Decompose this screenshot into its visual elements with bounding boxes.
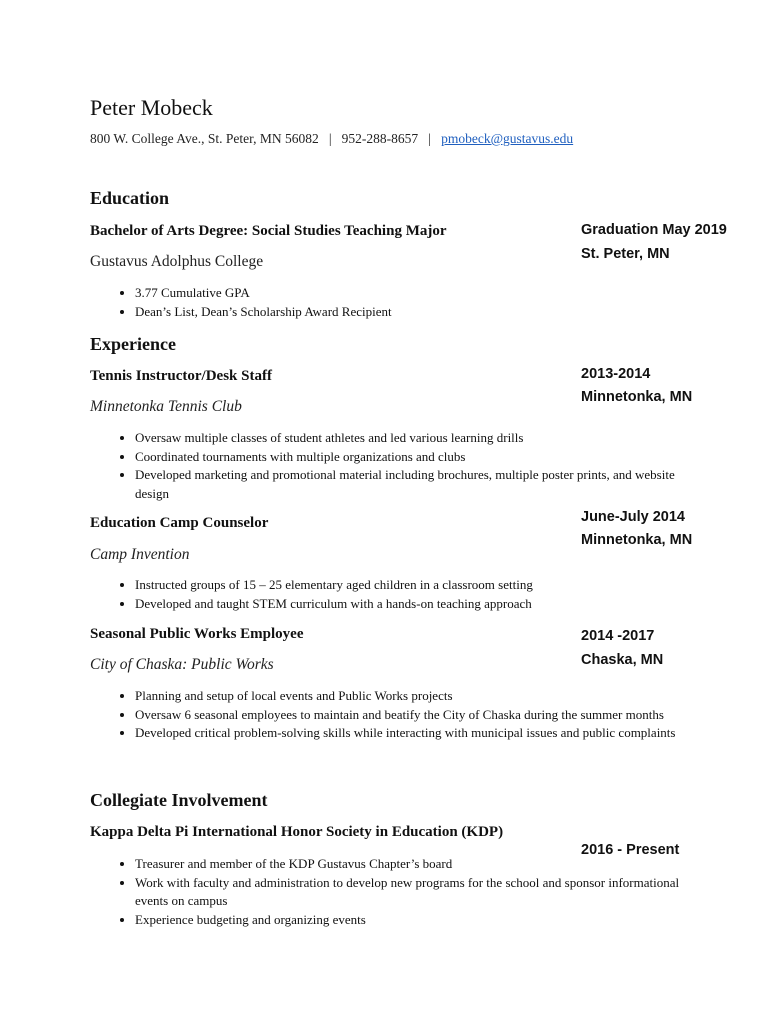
education-date: Graduation May 2019 [581,222,727,238]
email-link[interactable]: pmobeck@gustavus.edu [441,131,574,146]
job-title: Seasonal Public Works Employee [90,626,304,642]
list-item: • Oversaw 6 seasonal employees to maintain and beatify the City of Chaska during the summer months [135,706,680,725]
phone: 952-288-8657 [341,131,419,146]
list-item: • Instructed groups of 15 – 25 elementary aged children in a classroom setting [135,576,680,595]
section-heading-experience: Experience [90,334,176,354]
contact-line [90,131,573,147]
resume-name: Peter Mobeck [90,95,213,120]
job-date: 2013-2014 [581,366,651,382]
job-organization: City of Chaska: Public Works [90,656,274,673]
job-date: 2014 -2017 [581,628,655,644]
school-name: Gustavus Adolphus College [90,253,264,270]
list-item: • Oversaw multiple classes of student athletes and led various learning drills [135,429,680,448]
list-item: • Work with faculty and administration to develop new programs for the school and sponsor informational events on campus [135,874,680,911]
job-date: June-July 2014 [581,509,685,525]
section-heading-involvement: Collegiate Involvement [90,790,268,810]
job-location: Chaska, MN [581,652,664,668]
section-heading-education: Education [90,188,170,208]
job-location: Minnetonka, MN [581,532,693,548]
list-item: • Developed critical problem-solving skills while interacting with municipal issues and public complaints [135,724,680,743]
job-bullets [112,576,680,613]
separator: | [428,131,431,146]
list-item: • 3.77 Cumulative GPA [135,284,680,303]
address: 800 W. College Ave., St. Peter, MN 56082 [90,131,319,146]
job-organization: Minnetonka Tennis Club [90,398,242,415]
list-item: • Dean’s List, Dean’s Scholarship Award Recipient [135,303,680,322]
job-bullets [112,429,680,503]
list-item: • Coordinated tournaments with multiple organizations and clubs [135,448,680,467]
separator: | [328,131,332,146]
job-bullets [112,687,680,743]
list-item: • Developed marketing and promotional material including brochures, multiple poster prints, and website design [135,466,680,503]
job-title: Education Camp Counselor [90,515,269,531]
list-item: • Treasurer and member of the KDP Gustavus Chapter’s board [135,855,680,874]
job-location: Minnetonka, MN [581,389,693,405]
degree-title: Bachelor of Arts Degree: Social Studies Teaching Major [90,223,447,239]
list-item: • Planning and setup of local events and Public Works projects [135,687,680,706]
involvement-bullets [112,855,680,929]
job-organization: Camp Invention [90,546,190,563]
education-bullets [112,284,680,321]
list-item: • Experience budgeting and organizing events [135,911,680,930]
involvement-date: 2016 - Present [581,842,680,858]
job-title: Tennis Instructor/Desk Staff [90,368,272,384]
list-item: • Developed and taught STEM curriculum with a hands-on teaching approach [135,595,680,614]
education-location: St. Peter, MN [581,246,670,262]
involvement-title: Kappa Delta Pi International Honor Society in Education (KDP) [90,824,504,840]
